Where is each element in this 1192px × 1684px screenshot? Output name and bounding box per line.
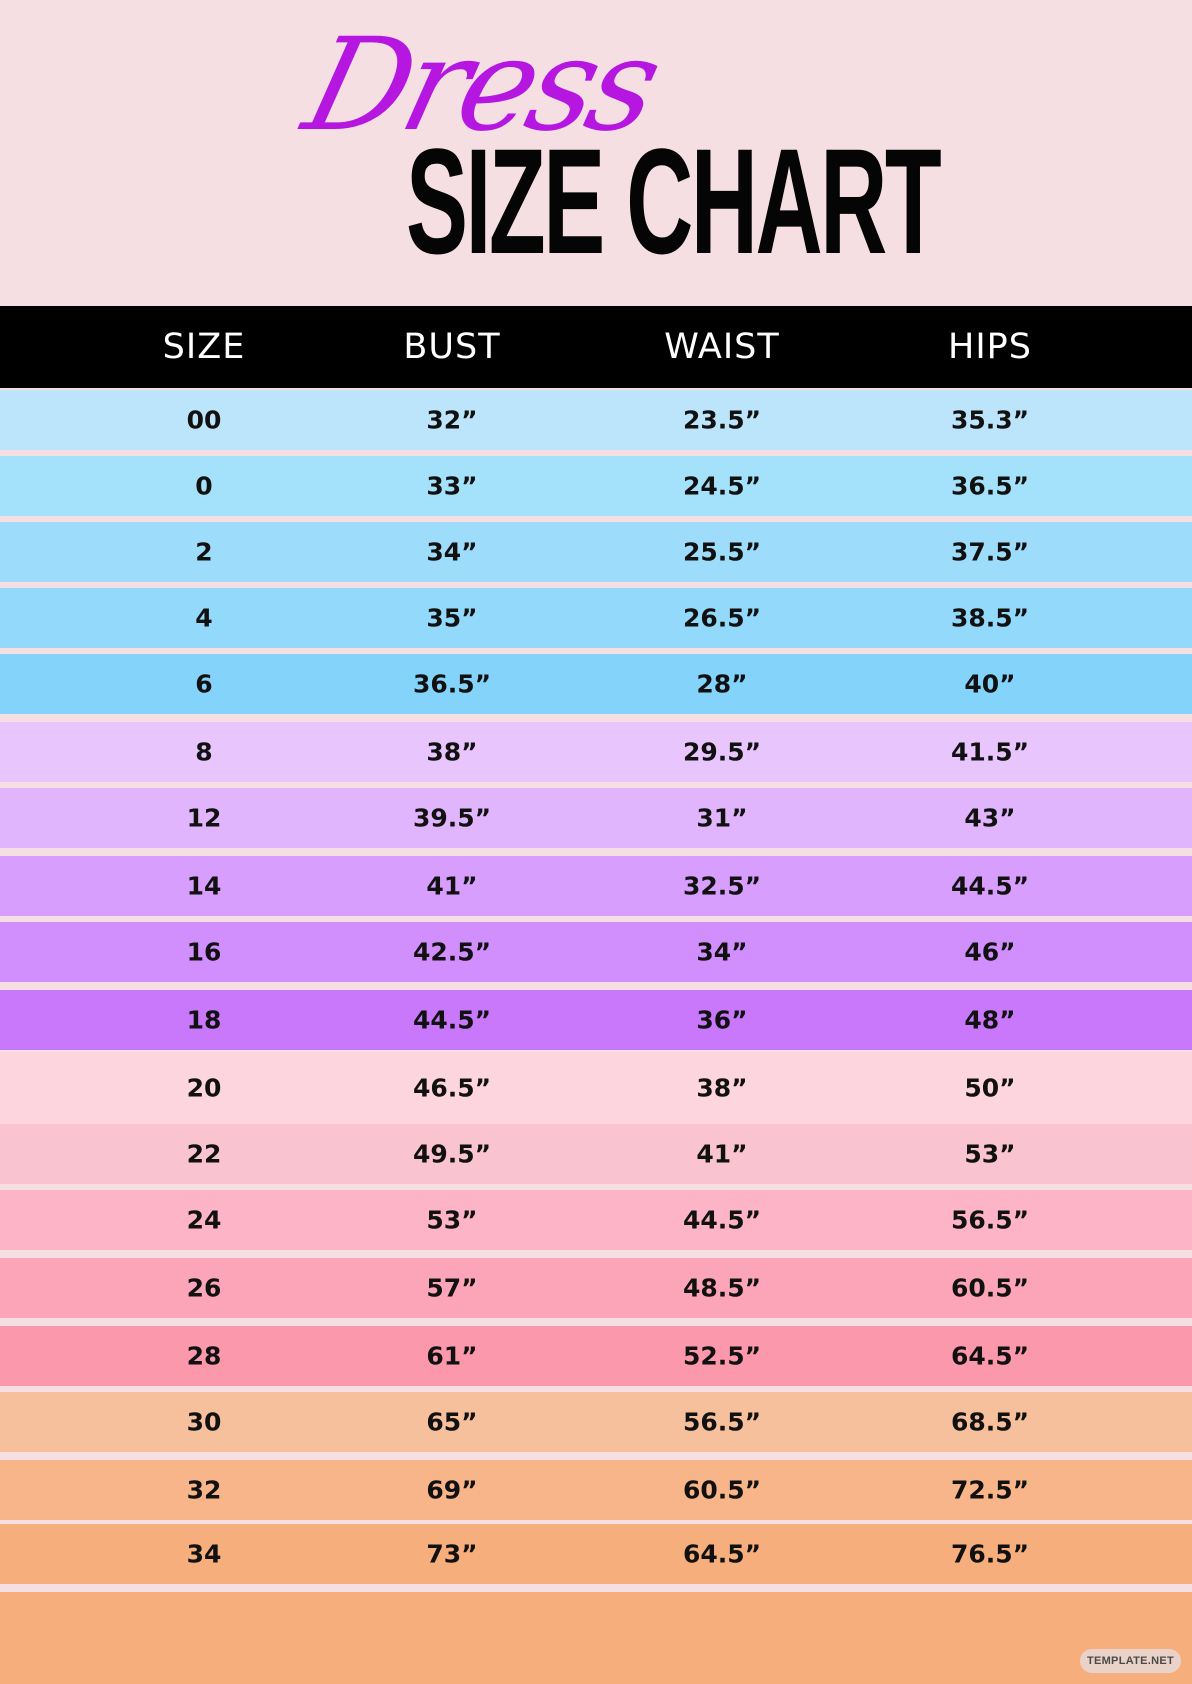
table-row	[0, 588, 1192, 648]
header-waist: WAIST	[664, 327, 780, 367]
table-row	[0, 1258, 1192, 1318]
cell-waist: 52.5”	[682, 1341, 762, 1371]
header-hips: HIPS	[948, 327, 1032, 367]
cell-size: 32	[186, 1475, 222, 1505]
table-row	[0, 1460, 1192, 1520]
footer-band	[0, 1592, 1192, 1684]
cell-size: 22	[186, 1139, 222, 1169]
table-header	[0, 306, 1192, 388]
cell-waist: 38”	[696, 1073, 748, 1103]
cell-size: 24	[186, 1205, 222, 1235]
cell-bust: 41”	[426, 871, 478, 901]
cell-size: 0	[195, 471, 213, 501]
cell-waist: 56.5”	[682, 1407, 762, 1437]
cell-bust: 53”	[426, 1205, 478, 1235]
cell-waist: 26.5”	[682, 603, 762, 633]
cell-bust: 33”	[426, 471, 478, 501]
cell-hips: 68.5”	[950, 1407, 1030, 1437]
table-row	[0, 856, 1192, 916]
cell-bust: 42.5”	[412, 937, 492, 967]
cell-hips: 76.5”	[950, 1539, 1030, 1569]
cell-bust: 69”	[426, 1475, 478, 1505]
cell-bust: 46.5”	[412, 1073, 492, 1103]
cell-hips: 64.5”	[950, 1341, 1030, 1371]
cell-hips: 38.5”	[950, 603, 1030, 633]
cell-bust: 44.5”	[412, 1005, 492, 1035]
cell-size: 26	[186, 1273, 222, 1303]
cell-bust: 38”	[426, 737, 478, 767]
cell-size: 28	[186, 1341, 222, 1371]
cell-bust: 34”	[426, 537, 478, 567]
cell-waist: 24.5”	[682, 471, 762, 501]
cell-waist: 64.5”	[682, 1539, 762, 1569]
cell-size: 30	[186, 1407, 222, 1437]
cell-size: 2	[195, 537, 213, 567]
cell-bust: 61”	[426, 1341, 478, 1371]
table-row	[0, 390, 1192, 450]
cell-hips: 36.5”	[950, 471, 1030, 501]
cell-bust: 57”	[426, 1273, 478, 1303]
table-row	[0, 1190, 1192, 1250]
cell-bust: 73”	[426, 1539, 478, 1569]
table-row	[0, 456, 1192, 516]
cell-hips: 46”	[964, 937, 1016, 967]
cell-size: 34	[186, 1539, 222, 1569]
table-row	[0, 1392, 1192, 1452]
title-script: Dress	[291, 11, 670, 160]
table-row	[0, 1326, 1192, 1386]
cell-waist: 31”	[696, 803, 748, 833]
cell-hips: 56.5”	[950, 1205, 1030, 1235]
cell-bust: 49.5”	[412, 1139, 492, 1169]
cell-hips: 44.5”	[950, 871, 1030, 901]
cell-bust: 65”	[426, 1407, 478, 1437]
cell-waist: 36”	[696, 1005, 748, 1035]
table-row	[0, 922, 1192, 982]
cell-waist: 23.5”	[682, 405, 762, 435]
cell-waist: 32.5”	[682, 871, 762, 901]
table-row	[0, 1124, 1192, 1184]
cell-waist: 25.5”	[682, 537, 762, 567]
cell-size: 14	[186, 871, 222, 901]
cell-waist: 60.5”	[682, 1475, 762, 1505]
table-row	[0, 654, 1192, 714]
cell-size: 12	[186, 803, 222, 833]
cell-hips: 60.5”	[950, 1273, 1030, 1303]
cell-hips: 50”	[964, 1073, 1016, 1103]
table-row	[0, 1524, 1192, 1584]
header-size: SIZE	[162, 327, 246, 367]
cell-waist: 34”	[696, 937, 748, 967]
cell-hips: 37.5”	[950, 537, 1030, 567]
page-title: SIZE CHART	[406, 117, 940, 285]
cell-size: 18	[186, 1005, 222, 1035]
cell-hips: 43”	[964, 803, 1016, 833]
cell-size: 8	[195, 737, 213, 767]
cell-bust: 39.5”	[412, 803, 492, 833]
cell-size: 6	[195, 669, 213, 699]
cell-hips: 40”	[964, 669, 1016, 699]
header	[0, 0, 1192, 306]
table-row	[0, 722, 1192, 782]
cell-hips: 72.5”	[950, 1475, 1030, 1505]
cell-bust: 32”	[426, 405, 478, 435]
watermark-badge[interactable]: TEMPLATE.NET	[1080, 1649, 1181, 1673]
cell-hips: 53”	[964, 1139, 1016, 1169]
cell-bust: 36.5”	[412, 669, 492, 699]
cell-hips: 41.5”	[950, 737, 1030, 767]
table-row	[0, 990, 1192, 1050]
table-row	[0, 522, 1192, 582]
cell-bust: 35”	[426, 603, 478, 633]
cell-hips: 35.3”	[950, 405, 1030, 435]
header-bust: BUST	[403, 327, 501, 367]
cell-waist: 28”	[696, 669, 748, 699]
cell-waist: 48.5”	[682, 1273, 762, 1303]
cell-waist: 41”	[696, 1139, 748, 1169]
cell-size: 16	[186, 937, 222, 967]
cell-hips: 48”	[964, 1005, 1016, 1035]
cell-size: 4	[195, 603, 213, 633]
cell-size: 20	[186, 1073, 222, 1103]
cell-size: 00	[186, 405, 222, 435]
cell-waist: 44.5”	[682, 1205, 762, 1235]
table-row	[0, 788, 1192, 848]
table-row	[0, 1052, 1192, 1124]
cell-waist: 29.5”	[682, 737, 762, 767]
